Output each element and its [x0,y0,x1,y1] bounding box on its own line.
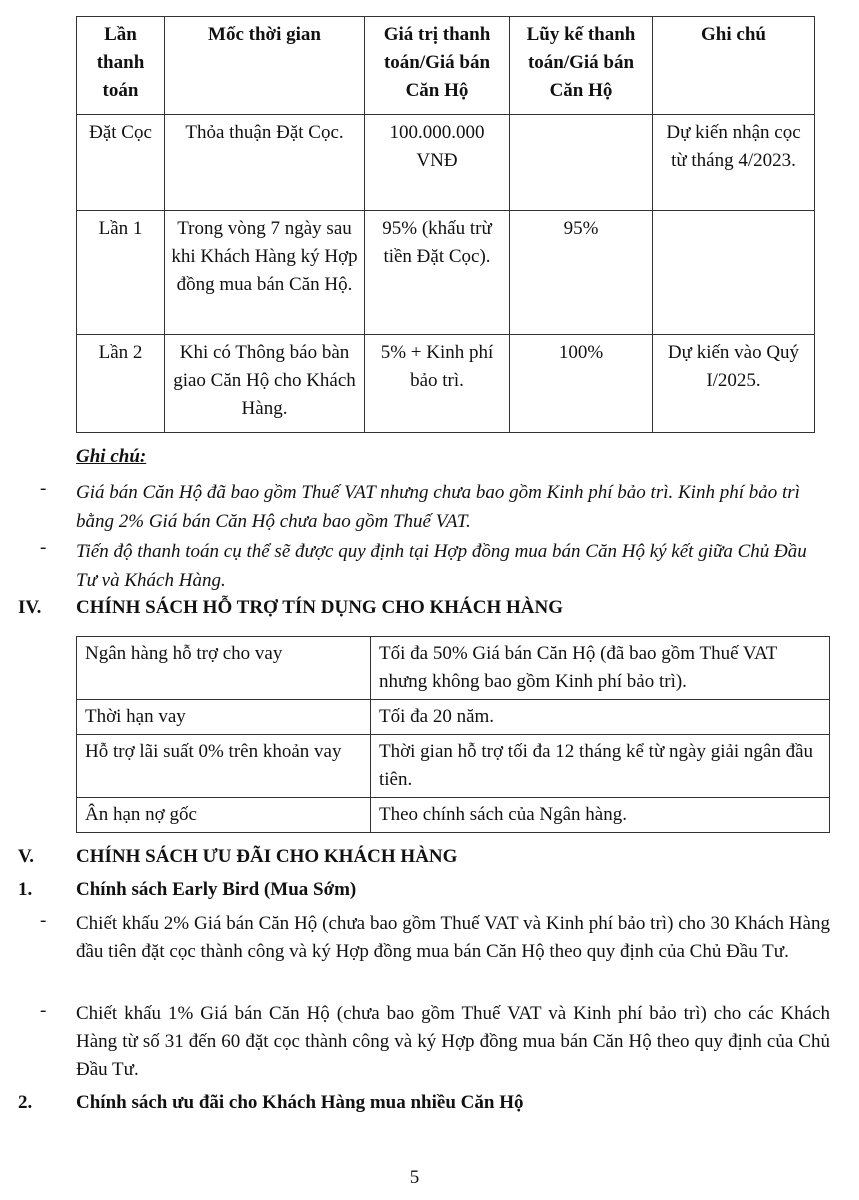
bullet-dash: - [40,910,47,931]
header-cell: Lần thanh toán [77,17,165,115]
table-cell: 5% + Kinh phí bảo trì. [365,335,510,433]
bullet-dash: - [40,478,47,499]
list-item-text: Chiết khấu 1% Giá bán Căn Hộ (chưa bao gồm Thuế VAT và Kinh phí bảo trì) cho các Khách Hàng từ số 31 đến 60 đặt cọc thành công và ký Hợp đồng mua bán Căn Hộ theo quy định của Chủ Đầu Tư. [76,1003,830,1080]
table-cell: Đặt Cọc [77,115,165,211]
table-cell: Thời hạn vay [77,700,371,735]
table-cell: Lần 2 [77,335,165,433]
section-5-title: CHÍNH SÁCH ƯU ĐÃI CHO KHÁCH HÀNG [76,846,458,867]
table-row [77,115,815,211]
table-cell: Ngân hàng hỗ trợ cho vay [77,637,371,700]
table-row [77,700,830,735]
table-header-row [77,17,815,115]
header-cell: Mốc thời gian [165,17,365,115]
list-item [40,910,830,966]
table-cell: Theo chính sách của Ngân hàng. [371,798,830,833]
table-cell: Tối đa 20 năm. [371,700,830,735]
table-cell [653,211,815,335]
table-cell: Thỏa thuận Đặt Cọc. [165,115,365,211]
list-item-text: Chiết khấu 2% Giá bán Căn Hộ (chưa bao gồm Thuế VAT và Kinh phí bảo trì) cho 30 Khách Hàng đầu tiên đặt cọc thành công và ký Hợp đồng mua bán Căn Hộ theo quy định của Chủ Đầu Tư. [76,913,830,962]
table-cell: 100.000.000 VNĐ [365,115,510,211]
table-row [77,798,830,833]
table-cell: 100% [510,335,653,433]
section-5-number: V. [18,846,35,867]
note-item [40,537,830,595]
list-item [40,1000,830,1084]
subsection-1-number: 1. [18,879,33,900]
table-cell: Dự kiến vào Quý I/2025. [653,335,815,433]
table-cell: Tối đa 50% Giá bán Căn Hộ (đã bao gồm Thuế VAT nhưng không bao gồm Kinh phí bảo trì). [371,637,830,700]
subsection-1-title: Chính sách Early Bird (Mua Sớm) [76,879,357,900]
header-cell: Ghi chú [653,17,815,115]
note-item [40,478,830,536]
table-cell: 95% [510,211,653,335]
table-cell: Ân hạn nợ gốc [77,798,371,833]
subsection-2-title: Chính sách ưu đãi cho Khách Hàng mua nhiều Căn Hộ [76,1092,524,1113]
credit-support-table [76,636,830,833]
payment-schedule-table [76,16,815,433]
table-cell: Hỗ trợ lãi suất 0% trên khoản vay [77,735,371,798]
table-cell: Trong vòng 7 ngày sau khi Khách Hàng ký Hợp đồng mua bán Căn Hộ. [165,211,365,335]
table-cell: Thời gian hỗ trợ tối đa 12 tháng kể từ ngày giải ngân đầu tiên. [371,735,830,798]
table-cell: 95% (khấu trừ tiền Đặt Cọc). [365,211,510,335]
bullet-dash: - [40,537,47,558]
header-cell: Lũy kế thanh toán/Giá bán Căn Hộ [510,17,653,115]
page-number: 5 [409,1167,420,1188]
table-cell [510,115,653,211]
subsection-2-number: 2. [18,1092,33,1113]
note-text: Tiến độ thanh toán cụ thể sẽ được quy định tại Hợp đồng mua bán Căn Hộ ký kết giữa Chủ Đầu Tư và Khách Hàng. [76,541,807,591]
table-row [77,735,830,798]
section-4-number: IV. [18,597,42,618]
table-row [77,211,815,335]
table-cell: Khi có Thông báo bàn giao Căn Hộ cho Khách Hàng. [165,335,365,433]
header-cell: Giá trị thanh toán/Giá bán Căn Hộ [365,17,510,115]
note-text: Giá bán Căn Hộ đã bao gồm Thuế VAT nhưng chưa bao gồm Kinh phí bảo trì. Kinh phí bảo trì bằng 2% Giá bán Căn Hộ chưa bao gồm Thuế VAT. [76,482,800,532]
table-row [77,335,815,433]
notes-title: Ghi chú: [76,446,147,467]
bullet-dash: - [40,1000,47,1021]
table-cell: Dự kiến nhận cọc từ tháng 4/2023. [653,115,815,211]
section-4-title: CHÍNH SÁCH HỖ TRỢ TÍN DỤNG CHO KHÁCH HÀNG [76,597,564,618]
table-row [77,637,830,700]
table-cell: Lần 1 [77,211,165,335]
